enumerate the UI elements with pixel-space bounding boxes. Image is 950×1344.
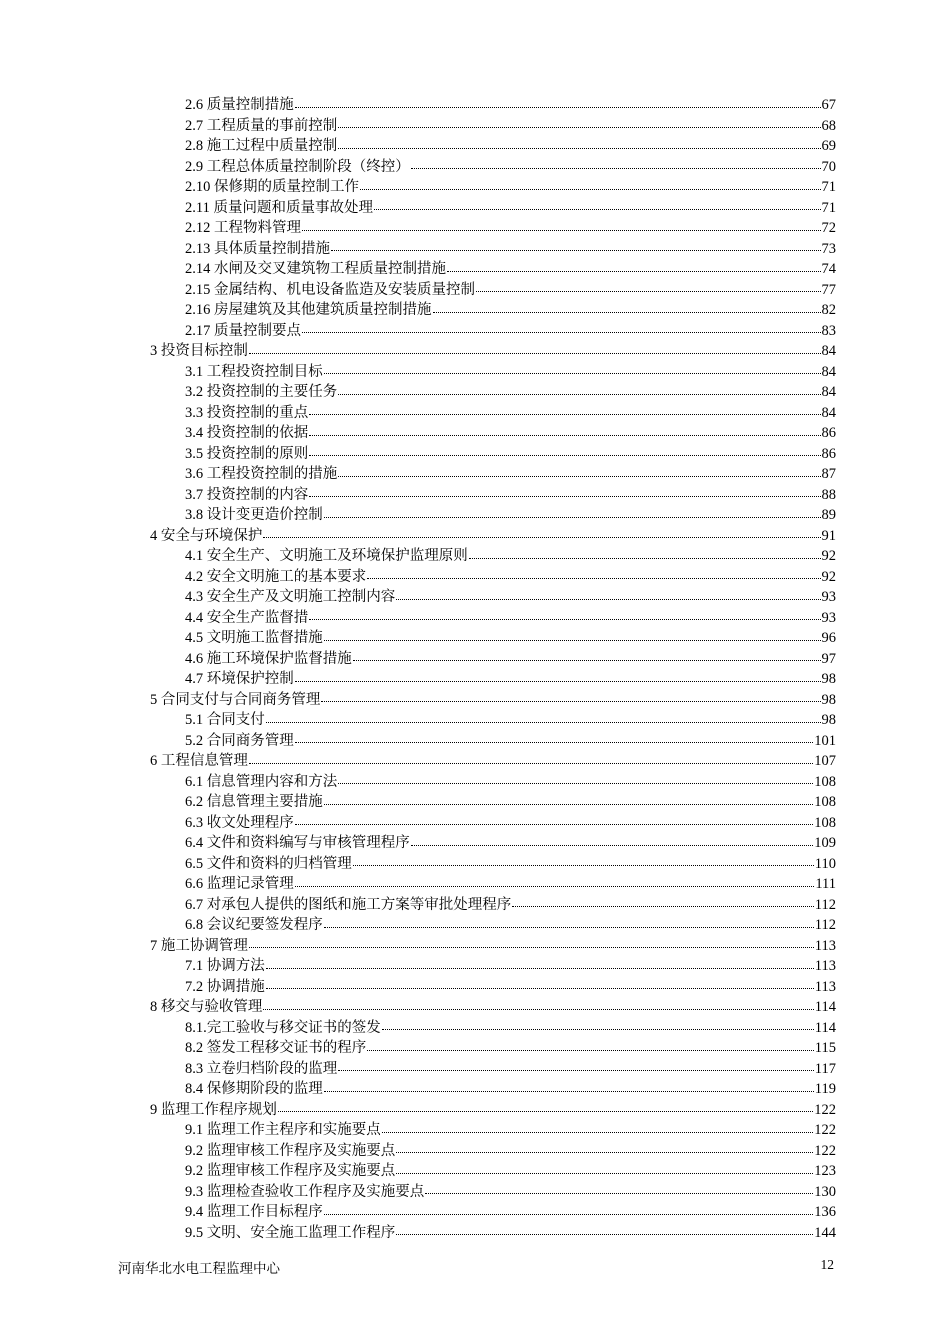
toc-section-entry[interactable] — [0, 731, 836, 752]
toc-section-entry[interactable] — [0, 587, 836, 608]
toc-entry-label: 6.6 监理记录管理 — [185, 876, 294, 892]
toc-entry-label: 2.9 工程总体质量控制阶段（终控） — [185, 158, 410, 175]
toc-section-entry[interactable] — [0, 628, 836, 649]
toc-chapter-entry[interactable] — [0, 1100, 836, 1121]
toc-section-entry[interactable] — [0, 423, 836, 444]
toc-section-entry[interactable] — [0, 116, 836, 137]
toc-entry-page-number: 86 — [821, 445, 836, 462]
toc-entry-label: 3.8 设计变更造价控制 — [185, 507, 323, 523]
toc-entry-page-number: 101 — [814, 732, 836, 749]
toc-entry-label: 4.7 环境保护控制 — [185, 671, 294, 687]
toc-entry-page-number: 98 — [821, 671, 836, 687]
toc-section-entry[interactable] — [0, 218, 836, 239]
toc-entry-page-number: 86 — [821, 425, 836, 441]
toc-section-entry[interactable] — [0, 464, 836, 485]
toc-section-entry[interactable] — [0, 280, 836, 301]
toc-dot-leader — [266, 968, 814, 969]
toc-dot-leader — [382, 1132, 814, 1133]
toc-entry-page-number: 111 — [815, 876, 836, 892]
toc-section-entry[interactable] — [0, 485, 836, 506]
toc-entry-label: 6 工程信息管理 — [150, 753, 248, 769]
toc-dot-leader — [353, 865, 814, 866]
toc-entry-page-number: 71 — [821, 179, 836, 195]
toc-entry-page-number: 84 — [821, 363, 836, 380]
toc-entry-page-number: 88 — [821, 486, 836, 503]
toc-entry-page-number: 109 — [814, 835, 836, 851]
toc-chapter-entry[interactable] — [0, 936, 836, 957]
footer-organization: 河南华北水电工程监理中心 — [118, 1261, 280, 1276]
toc-section-entry[interactable] — [0, 1182, 836, 1203]
toc-entry-page-number: 122 — [814, 1142, 836, 1159]
toc-entry-label: 6.2 信息管理主要措施 — [185, 794, 323, 810]
toc-entry-label: 9.2 监理审核工作程序及实施要点 — [185, 1163, 396, 1179]
toc-dot-leader — [324, 804, 814, 805]
toc-dot-leader — [324, 640, 821, 641]
toc-section-entry[interactable] — [0, 1223, 836, 1244]
toc-entry-page-number: 84 — [821, 384, 836, 400]
toc-dot-leader — [338, 127, 820, 128]
toc-section-entry[interactable] — [0, 136, 836, 157]
toc-section-entry[interactable] — [0, 710, 836, 731]
toc-entry-label: 6.5 文件和资料的归档管理 — [185, 855, 352, 872]
toc-dot-leader — [396, 599, 820, 600]
toc-chapter-entry[interactable] — [0, 997, 836, 1018]
toc-dot-leader — [338, 476, 820, 477]
toc-entry-page-number: 69 — [821, 138, 836, 154]
toc-entry-page-number: 136 — [814, 1204, 836, 1220]
toc-dot-leader — [367, 578, 820, 579]
toc-dot-leader — [309, 455, 820, 456]
toc-entry-page-number: 115 — [814, 1040, 836, 1056]
toc-dot-leader — [263, 1009, 813, 1010]
toc-entry-label: 3.1 工程投资控制目标 — [185, 363, 323, 380]
toc-entry-label: 4.2 安全文明施工的基本要求 — [185, 568, 367, 585]
toc-section-entry[interactable] — [0, 300, 836, 321]
toc-entry-page-number: 112 — [814, 917, 836, 933]
toc-entry-label: 8.4 保修期阶段的监理 — [185, 1081, 323, 1097]
toc-dot-leader — [367, 1050, 814, 1051]
toc-dot-leader — [433, 312, 821, 313]
toc-entry-label: 3.5 投资控制的原则 — [185, 445, 309, 462]
toc-section-entry[interactable] — [0, 1079, 836, 1100]
toc-entry-label: 2.15 金属结构、机电设备监造及安装质量控制 — [185, 281, 475, 298]
toc-entry-page-number: 123 — [814, 1163, 836, 1179]
toc-section-entry[interactable] — [0, 669, 836, 690]
toc-dot-leader — [447, 271, 821, 272]
toc-entry-label: 9.5 文明、安全施工监理工作程序 — [185, 1224, 396, 1241]
toc-entry-label: 3 投资目标控制 — [150, 343, 248, 359]
toc-entry-label: 3.2 投资控制的主要任务 — [185, 384, 338, 400]
toc-entry-page-number: 71 — [821, 199, 836, 216]
toc-section-entry[interactable] — [0, 895, 836, 916]
toc-chapter-entry[interactable] — [0, 751, 836, 772]
toc-entry-page-number: 112 — [814, 896, 836, 913]
toc-section-entry[interactable] — [0, 956, 836, 977]
toc-section-entry[interactable] — [0, 546, 836, 567]
toc-entry-page-number: 98 — [821, 691, 836, 708]
toc-section-entry[interactable] — [0, 915, 836, 936]
toc-dot-leader — [266, 722, 821, 723]
toc-dot-leader — [324, 1214, 814, 1215]
toc-section-entry[interactable] — [0, 362, 836, 383]
toc-chapter-entry[interactable] — [0, 690, 836, 711]
toc-entry-page-number: 114 — [814, 1019, 836, 1036]
toc-entry-page-number: 108 — [814, 794, 836, 810]
toc-entry-label: 9.2 监理审核工作程序及实施要点 — [185, 1142, 396, 1159]
toc-entry-label: 9.4 监理工作目标程序 — [185, 1204, 323, 1220]
toc-section-entry[interactable] — [0, 608, 836, 629]
toc-entry-label: 2.7 工程质量的事前控制 — [185, 117, 338, 134]
toc-entry-label: 8.2 签发工程移交证书的程序 — [185, 1040, 367, 1056]
toc-entry-label: 4 安全与环境保护 — [150, 527, 263, 544]
toc-entry-page-number: 110 — [814, 855, 836, 872]
toc-entry-page-number: 108 — [814, 814, 836, 831]
toc-dot-leader — [396, 1234, 813, 1235]
toc-section-entry[interactable] — [0, 157, 836, 178]
toc-dot-leader — [249, 353, 821, 354]
toc-entry-label: 3.3 投资控制的重点 — [185, 404, 309, 421]
toc-section-entry[interactable] — [0, 1038, 836, 1059]
toc-entry-page-number: 84 — [821, 343, 836, 359]
toc-entry-page-number: 119 — [814, 1081, 836, 1097]
toc-dot-leader — [309, 435, 820, 436]
toc-entry-label: 2.8 施工过程中质量控制 — [185, 138, 338, 154]
toc-dot-leader — [302, 230, 821, 231]
toc-dot-leader — [324, 1091, 814, 1092]
toc-dot-leader — [295, 681, 821, 682]
toc-entry-label: 3.4 投资控制的依据 — [185, 425, 309, 441]
toc-dot-leader — [425, 1193, 813, 1194]
toc-entry-label: 6.4 文件和资料编写与审核管理程序 — [185, 835, 410, 851]
toc-dot-leader — [295, 886, 815, 887]
toc-entry-page-number: 91 — [821, 527, 836, 544]
toc-section-entry[interactable] — [0, 1120, 836, 1141]
toc-entry-label: 8.3 立卷归档阶段的监理 — [185, 1060, 338, 1077]
toc-entry-label: 7 施工协调管理 — [150, 937, 248, 954]
toc-section-entry[interactable] — [0, 403, 836, 424]
toc-dot-leader — [382, 1029, 814, 1030]
toc-entry-page-number: 93 — [821, 589, 836, 605]
toc-entry-label: 2.12 工程物料管理 — [185, 220, 301, 236]
toc-entry-label: 4.1 安全生产、文明施工及环境保护监理原则 — [185, 548, 468, 564]
toc-entry-page-number: 84 — [821, 404, 836, 421]
toc-section-entry[interactable] — [0, 792, 836, 813]
toc-dot-leader — [249, 947, 814, 948]
toc-dot-leader — [338, 394, 820, 395]
toc-section-entry[interactable] — [0, 382, 836, 403]
toc-section-entry[interactable] — [0, 1161, 836, 1182]
toc-entry-label: 6.8 会议纪要签发程序 — [185, 917, 323, 933]
toc-dot-leader — [360, 189, 821, 190]
toc-entry-page-number: 122 — [814, 1101, 836, 1118]
toc-dot-leader — [512, 906, 814, 907]
toc-section-entry[interactable] — [0, 1018, 836, 1039]
toc-entry-page-number: 83 — [821, 322, 836, 339]
toc-entry-page-number: 114 — [814, 999, 836, 1015]
toc-entry-page-number: 70 — [821, 158, 836, 175]
toc-entry-page-number: 98 — [821, 712, 836, 728]
toc-entry-label: 5.1 合同支付 — [185, 712, 265, 728]
toc-dot-leader — [324, 373, 821, 374]
toc-entry-label: 4.3 安全生产及文明施工控制内容 — [185, 589, 396, 605]
toc-entry-label: 5 合同支付与合同商务管理 — [150, 691, 321, 708]
toc-entry-page-number: 73 — [821, 240, 836, 257]
toc-chapter-entry[interactable] — [0, 341, 836, 362]
toc-section-entry[interactable] — [0, 772, 836, 793]
toc-entry-page-number: 74 — [821, 261, 836, 277]
toc-section-entry[interactable] — [0, 1059, 836, 1080]
toc-section-entry[interactable] — [0, 444, 836, 465]
toc-entry-label: 6.3 收文处理程序 — [185, 814, 294, 831]
footer-page-number: 12 — [820, 1257, 834, 1272]
toc-entry-label: 2.17 质量控制要点 — [185, 322, 301, 339]
toc-entry-label: 3.7 投资控制的内容 — [185, 486, 309, 503]
toc-dot-leader — [278, 1111, 813, 1112]
toc-dot-leader — [396, 1152, 813, 1153]
table-of-contents — [0, 95, 950, 1243]
toc-dot-leader — [338, 1070, 814, 1071]
toc-section-entry[interactable] — [0, 259, 836, 280]
toc-section-entry[interactable] — [0, 321, 836, 342]
toc-dot-leader — [295, 824, 814, 825]
toc-section-entry[interactable] — [0, 1141, 836, 1162]
toc-section-entry[interactable] — [0, 198, 836, 219]
toc-entry-label: 6.1 信息管理内容和方法 — [185, 773, 338, 790]
toc-entry-label: 2.6 质量控制措施 — [185, 97, 294, 113]
toc-dot-leader — [249, 763, 813, 764]
toc-entry-label: 4.6 施工环境保护监督措施 — [185, 650, 352, 667]
toc-entry-page-number: 87 — [821, 466, 836, 482]
toc-entry-label: 3.6 工程投资控制的措施 — [185, 466, 338, 482]
toc-entry-label: 9 监理工作程序规划 — [150, 1101, 277, 1118]
toc-dot-leader — [263, 537, 820, 538]
toc-entry-page-number: 77 — [821, 281, 836, 298]
toc-entry-label: 7.2 协调措施 — [185, 978, 265, 995]
toc-entry-page-number: 108 — [814, 773, 836, 790]
toc-section-entry[interactable] — [0, 649, 836, 670]
toc-entry-label: 2.16 房屋建筑及其他建筑质量控制措施 — [185, 302, 432, 318]
toc-section-entry[interactable] — [0, 854, 836, 875]
toc-dot-leader — [396, 1173, 813, 1174]
toc-dot-leader — [309, 496, 820, 497]
toc-entry-page-number: 97 — [821, 650, 836, 667]
toc-entry-label: 2.13 具体质量控制措施 — [185, 240, 330, 257]
toc-entry-label: 9.1 监理工作主程序和实施要点 — [185, 1122, 381, 1138]
toc-section-entry[interactable] — [0, 177, 836, 198]
toc-entry-page-number: 130 — [814, 1183, 836, 1200]
toc-dot-leader — [469, 558, 821, 559]
toc-chapter-entry[interactable] — [0, 526, 836, 547]
toc-entry-label: 2.11 质量问题和质量事故处理 — [185, 199, 373, 216]
toc-entry-page-number: 67 — [821, 97, 836, 113]
toc-section-entry[interactable] — [0, 813, 836, 834]
toc-entry-label: 9.3 监理检查验收工作程序及实施要点 — [185, 1183, 425, 1200]
toc-dot-leader — [476, 291, 821, 292]
toc-entry-page-number: 82 — [821, 302, 836, 318]
toc-dot-leader — [331, 250, 821, 251]
toc-entry-label: 4.4 安全生产监督措 — [185, 609, 309, 626]
toc-entry-page-number: 72 — [821, 220, 836, 236]
toc-entry-page-number: 92 — [821, 568, 836, 585]
toc-entry-page-number: 68 — [821, 117, 836, 134]
page-footer — [118, 1257, 834, 1277]
toc-dot-leader — [324, 517, 821, 518]
toc-section-entry[interactable] — [0, 1202, 836, 1223]
toc-entry-label: 8.1.完工验收与移交证书的签发 — [185, 1019, 381, 1036]
toc-section-entry[interactable] — [0, 833, 836, 854]
toc-dot-leader — [338, 148, 820, 149]
toc-section-entry[interactable] — [0, 567, 836, 588]
toc-section-entry[interactable] — [0, 874, 836, 895]
toc-entry-label: 2.14 水闸及交叉建筑物工程质量控制措施 — [185, 261, 446, 277]
toc-entry-page-number: 113 — [814, 937, 836, 954]
toc-section-entry[interactable] — [0, 505, 836, 526]
toc-dot-leader — [411, 168, 821, 169]
toc-entry-label: 2.10 保修期的质量控制工作 — [185, 179, 359, 195]
toc-dot-leader — [309, 414, 820, 415]
toc-dot-leader — [411, 845, 814, 846]
toc-entry-page-number: 113 — [814, 978, 836, 995]
toc-entry-page-number: 117 — [814, 1060, 836, 1077]
toc-section-entry[interactable] — [0, 239, 836, 260]
toc-entry-page-number: 107 — [814, 753, 836, 769]
toc-dot-leader — [321, 701, 820, 702]
toc-section-entry[interactable] — [0, 977, 836, 998]
toc-entry-label: 6.7 对承包人提供的图纸和施工方案等审批处理程序 — [185, 896, 512, 913]
toc-dot-leader — [295, 107, 821, 108]
toc-entry-page-number: 144 — [814, 1224, 836, 1241]
toc-dot-leader — [302, 332, 821, 333]
toc-dot-leader — [309, 619, 820, 620]
toc-dot-leader — [353, 660, 821, 661]
toc-dot-leader — [374, 209, 821, 210]
toc-entry-page-number: 113 — [814, 958, 836, 974]
toc-dot-leader — [266, 988, 814, 989]
toc-entry-page-number: 96 — [821, 630, 836, 646]
toc-entry-page-number: 92 — [821, 548, 836, 564]
toc-entry-page-number: 89 — [821, 507, 836, 523]
toc-entry-label: 8 移交与验收管理 — [150, 999, 263, 1015]
toc-entry-label: 5.2 合同商务管理 — [185, 732, 294, 749]
toc-entry-page-number: 93 — [821, 609, 836, 626]
toc-dot-leader — [295, 742, 814, 743]
toc-section-entry[interactable] — [0, 95, 836, 116]
toc-entry-label: 4.5 文明施工监督措施 — [185, 630, 323, 646]
toc-entry-label: 7.1 协调方法 — [185, 958, 265, 974]
toc-dot-leader — [324, 927, 814, 928]
toc-dot-leader — [338, 783, 813, 784]
toc-entry-page-number: 122 — [814, 1122, 836, 1138]
